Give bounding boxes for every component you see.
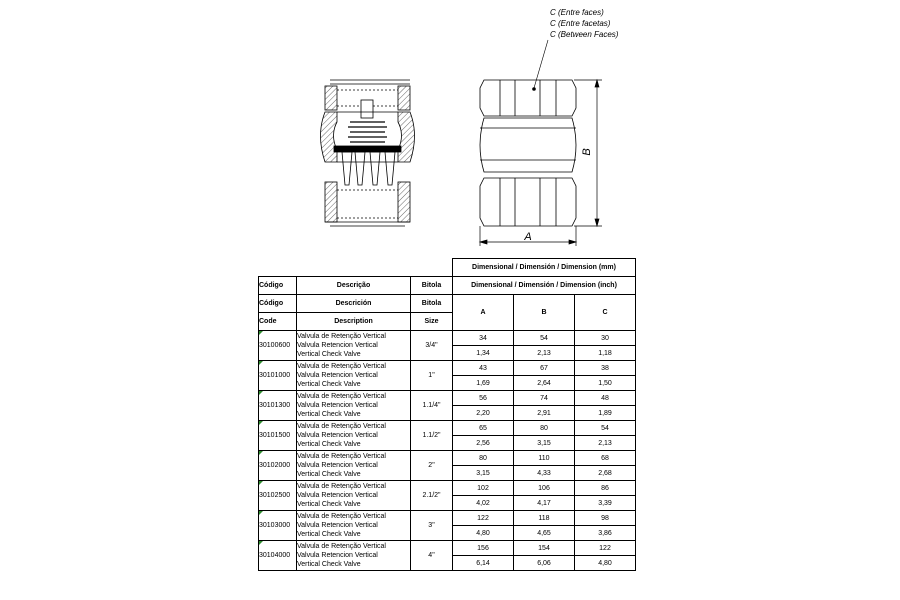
row-marker <box>259 421 263 425</box>
dim-c-mm: 30 <box>575 331 636 346</box>
description-en: Vertical Check Valve <box>297 381 361 388</box>
dim-c-mm: 38 <box>575 361 636 376</box>
dim-inch-header: Dimensional / Dimensión / Dimension (inch) <box>453 277 636 295</box>
row-marker <box>259 391 263 395</box>
product-row <box>259 451 636 466</box>
dim-c-inch: 1,50 <box>575 376 636 391</box>
dim-a-mm: 122 <box>453 511 514 526</box>
product-size: 3/4" <box>411 331 453 361</box>
dim-b-inch: 4,17 <box>514 496 575 511</box>
dim-b-inch: 4,65 <box>514 526 575 541</box>
technical-drawings <box>0 0 900 260</box>
product-description <box>297 421 411 451</box>
product-code <box>259 421 297 451</box>
dim-c-inch: 2,13 <box>575 436 636 451</box>
dim-b-mm: 74 <box>514 391 575 406</box>
product-row <box>259 511 636 526</box>
dim-b-inch: 3,15 <box>514 436 575 451</box>
product-row <box>259 541 636 556</box>
dim-a-inch: 1,34 <box>453 346 514 361</box>
header-size-en: Size <box>411 313 453 331</box>
row-marker <box>259 541 263 545</box>
dim-mm-header: Dimensional / Dimensión / Dimension (mm) <box>453 259 636 277</box>
product-size: 4" <box>411 541 453 571</box>
header-code-es: Código <box>259 295 297 313</box>
dim-b-mm: 110 <box>514 451 575 466</box>
dim-a-inch: 3,15 <box>453 466 514 481</box>
product-code <box>259 511 297 541</box>
dim-b-inch: 2,91 <box>514 406 575 421</box>
col-a-header: A <box>453 295 514 331</box>
row-marker <box>259 361 263 365</box>
header-size-pt: Bitola <box>411 277 453 295</box>
product-description <box>297 361 411 391</box>
description-en: Vertical Check Valve <box>297 561 361 568</box>
description-es: Valvula Retencion Vertical <box>297 432 378 439</box>
product-row <box>259 361 636 376</box>
product-code <box>259 541 297 571</box>
description-pt: Valvula de Retenção Vertical <box>297 453 386 460</box>
description-es: Valvula Retencion Vertical <box>297 462 378 469</box>
product-code <box>259 391 297 421</box>
header-code-en: Code <box>259 313 297 331</box>
dim-a-mm: 65 <box>453 421 514 436</box>
dim-b-inch: 4,33 <box>514 466 575 481</box>
product-description <box>297 451 411 481</box>
product-code-text: 30104000 <box>259 552 291 559</box>
col-c-header: C <box>575 295 636 331</box>
description-es: Valvula Retencion Vertical <box>297 522 378 529</box>
dim-a-mm: 156 <box>453 541 514 556</box>
dim-b-mm: 80 <box>514 421 575 436</box>
product-code-text: 30102000 <box>259 462 291 469</box>
description-en: Vertical Check Valve <box>297 471 361 478</box>
product-size: 1.1/4" <box>411 391 453 421</box>
description-es: Valvula Retencion Vertical <box>297 372 378 379</box>
product-code-text: 30102500 <box>259 492 291 499</box>
callout-line-3: C (Between Faces) <box>550 30 619 39</box>
dim-a-mm: 102 <box>453 481 514 496</box>
product-row <box>259 481 636 496</box>
description-es: Valvula Retencion Vertical <box>297 492 378 499</box>
product-code-text: 30101500 <box>259 432 291 439</box>
dim-c-mm: 122 <box>575 541 636 556</box>
dim-c-inch: 4,80 <box>575 556 636 571</box>
product-row <box>259 421 636 436</box>
product-description <box>297 511 411 541</box>
callout-line-1: C (Entre faces) <box>550 8 604 17</box>
header-desc-es: Descrición <box>297 295 411 313</box>
product-row <box>259 331 636 346</box>
header-row-es <box>259 295 636 313</box>
description-pt: Valvula de Retenção Vertical <box>297 393 386 400</box>
product-code-text: 30100600 <box>259 342 291 349</box>
product-code-text: 30101000 <box>259 372 291 379</box>
header-code-pt: Código <box>259 277 297 295</box>
row-marker <box>259 481 263 485</box>
product-code <box>259 361 297 391</box>
spec-table <box>258 258 636 571</box>
spec-table-wrapper <box>258 258 636 571</box>
callout-line-2: C (Entre facetas) <box>550 19 611 28</box>
dim-c-inch: 2,68 <box>575 466 636 481</box>
row-marker <box>259 331 263 335</box>
dim-c-inch: 1,89 <box>575 406 636 421</box>
header-size-es: Bitola <box>411 295 453 313</box>
product-description <box>297 481 411 511</box>
description-es: Valvula Retencion Vertical <box>297 342 378 349</box>
product-size: 2.1/2" <box>411 481 453 511</box>
product-size: 2" <box>411 451 453 481</box>
description-es: Valvula Retencion Vertical <box>297 402 378 409</box>
description-en: Vertical Check Valve <box>297 411 361 418</box>
dimension-a-label: A <box>524 231 532 243</box>
dim-c-inch: 1,18 <box>575 346 636 361</box>
dim-b-mm: 118 <box>514 511 575 526</box>
description-en: Vertical Check Valve <box>297 531 361 538</box>
dim-c-mm: 48 <box>575 391 636 406</box>
product-code <box>259 481 297 511</box>
dim-a-inch: 2,20 <box>453 406 514 421</box>
description-es: Valvula Retencion Vertical <box>297 552 378 559</box>
description-pt: Valvula de Retenção Vertical <box>297 543 386 550</box>
product-size: 1" <box>411 361 453 391</box>
product-code <box>259 331 297 361</box>
description-en: Vertical Check Valve <box>297 501 361 508</box>
dim-a-inch: 4,80 <box>453 526 514 541</box>
description-pt: Valvula de Retenção Vertical <box>297 333 386 340</box>
dim-b-mm: 54 <box>514 331 575 346</box>
dim-b-inch: 2,13 <box>514 346 575 361</box>
description-pt: Valvula de Retenção Vertical <box>297 513 386 520</box>
dim-b-mm: 154 <box>514 541 575 556</box>
header-row-pt <box>259 277 636 295</box>
header-desc-en: Description <box>297 313 411 331</box>
description-en: Vertical Check Valve <box>297 441 361 448</box>
product-code-text: 30101300 <box>259 402 291 409</box>
dim-a-mm: 80 <box>453 451 514 466</box>
dim-b-inch: 6,06 <box>514 556 575 571</box>
section-view-drawing <box>321 80 415 226</box>
product-description <box>297 331 411 361</box>
dim-c-inch: 3,86 <box>575 526 636 541</box>
product-size: 3" <box>411 511 453 541</box>
dim-a-mm: 34 <box>453 331 514 346</box>
elevation-view-drawing <box>480 80 576 226</box>
valve-drawings-svg <box>0 0 900 260</box>
dimension-b-label: B <box>581 148 593 156</box>
dim-b-mm: 67 <box>514 361 575 376</box>
product-description <box>297 541 411 571</box>
dim-b-mm: 106 <box>514 481 575 496</box>
description-en: Vertical Check Valve <box>297 351 361 358</box>
row-marker <box>259 511 263 515</box>
dim-a-mm: 43 <box>453 361 514 376</box>
row-marker <box>259 451 263 455</box>
product-code-text: 30103000 <box>259 522 291 529</box>
dim-a-inch: 6,14 <box>453 556 514 571</box>
dim-b-inch: 2,64 <box>514 376 575 391</box>
dim-c-mm: 86 <box>575 481 636 496</box>
dim-c-mm: 98 <box>575 511 636 526</box>
header-row-top <box>259 259 636 277</box>
dim-a-inch: 2,56 <box>453 436 514 451</box>
header-desc-pt: Descrição <box>297 277 411 295</box>
col-b-header: B <box>514 295 575 331</box>
dim-c-mm: 68 <box>575 451 636 466</box>
description-pt: Valvula de Retenção Vertical <box>297 423 386 430</box>
description-pt: Valvula de Retenção Vertical <box>297 363 386 370</box>
description-pt: Valvula de Retenção Vertical <box>297 483 386 490</box>
dim-c-mm: 54 <box>575 421 636 436</box>
dim-a-mm: 56 <box>453 391 514 406</box>
dim-a-inch: 1,69 <box>453 376 514 391</box>
dim-a-inch: 4,02 <box>453 496 514 511</box>
product-description <box>297 391 411 421</box>
product-code <box>259 451 297 481</box>
product-size: 1.1/2" <box>411 421 453 451</box>
dim-c-inch: 3,39 <box>575 496 636 511</box>
product-row <box>259 391 636 406</box>
